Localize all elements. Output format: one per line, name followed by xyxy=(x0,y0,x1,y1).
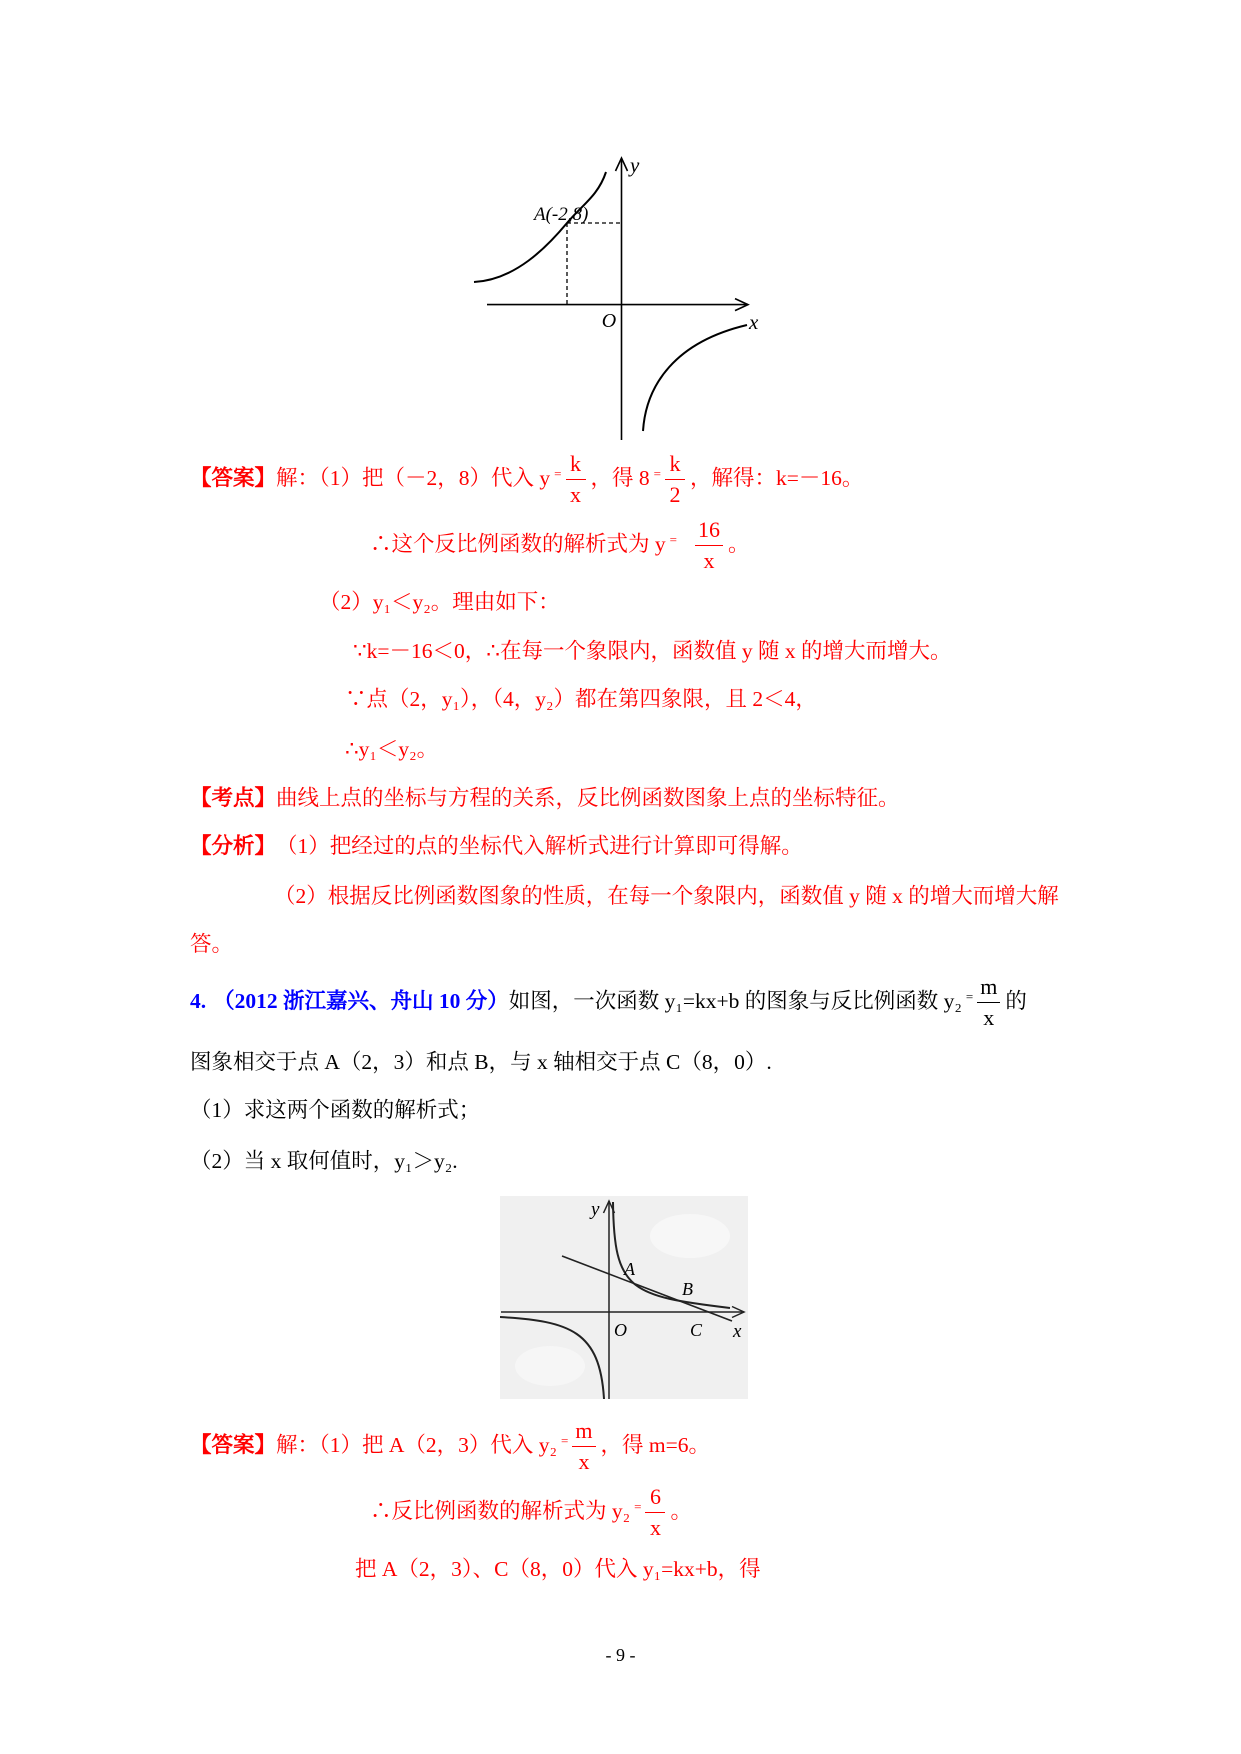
fraction-16-over-x xyxy=(695,518,723,571)
origin-label: O xyxy=(601,310,617,332)
answer1-line6 xyxy=(345,737,438,763)
fraction-numerator: m xyxy=(977,975,1000,1002)
analysis-line1 xyxy=(190,834,803,860)
question4-subquestion-2: （2）当 x 取何值时，y₁＞y₂. xyxy=(190,1149,458,1174)
answer1-line1-text-b: ，得 8 xyxy=(590,466,650,491)
answer1-conclusion: ∴y₁＜y₂。 xyxy=(345,737,439,762)
answer1-line2-text-b: 。 xyxy=(727,532,750,557)
answer4-line3 xyxy=(355,1557,761,1583)
analysis-text-1: （1）把经过的点的坐标代入解析式进行计算即可得解。 xyxy=(276,834,803,859)
analysis-text-3: 答。 xyxy=(190,932,234,957)
equals-sign: = xyxy=(669,531,677,547)
question4-line1 xyxy=(190,974,1027,1030)
point-c-label: C xyxy=(690,1320,703,1340)
answer4-line3-text: 把 A（2，3）、C（8，0）代入 y₁=kx+b，得 xyxy=(355,1557,761,1582)
fraction-numerator: 6 xyxy=(645,1485,665,1512)
y-axis-label: y xyxy=(591,1199,600,1220)
answer-tag: 【答案】 xyxy=(190,1433,277,1458)
answer1-line1-text-a: 解：（1）把（－2，8）代入 y xyxy=(276,466,551,491)
answer1-reason-1: ∵k=－16＜0，∴在每一个象限内，函数值 y 随 x 的增大而增大。 xyxy=(353,639,952,664)
y-axis-label: y xyxy=(630,153,640,177)
answer1-line1 xyxy=(190,451,863,507)
analysis-line2 xyxy=(274,884,1059,910)
key-point-tag: 【考点】 xyxy=(190,786,277,811)
point-b-label: B xyxy=(682,1279,693,1299)
fraction-denominator: x xyxy=(649,1514,661,1540)
answer1-line3 xyxy=(319,590,560,616)
answer1-line2 xyxy=(370,517,750,573)
answer4-line1-text-b: ，得 m=6。 xyxy=(600,1433,710,1458)
equals-sign: = xyxy=(653,465,661,481)
fraction-numerator: k xyxy=(566,452,586,479)
answer4-line1 xyxy=(190,1418,710,1474)
figure2-line-and-hyperbola-graph xyxy=(500,1196,748,1399)
question4-subquestion-1: （1）求这两个函数的解析式； xyxy=(190,1098,481,1123)
figure2-scan-patch xyxy=(650,1214,730,1258)
answer4-line2 xyxy=(370,1484,692,1540)
answer1-line4 xyxy=(353,639,952,665)
equals-sign: = xyxy=(561,1432,569,1448)
question4-line4 xyxy=(190,1149,458,1175)
question4-text-c: 图象相交于点 A（2，3）和点 B，与 x 轴相交于点 C（8，0）. xyxy=(190,1050,772,1075)
answer1-line5 xyxy=(345,687,817,713)
fraction-denominator: x xyxy=(570,481,581,507)
question-source: （2012 浙江嘉兴、舟山 10 分） xyxy=(213,989,509,1014)
question-number: 4. xyxy=(190,989,207,1014)
question4-line3 xyxy=(190,1098,480,1124)
fraction-m-over-x xyxy=(977,975,1000,1028)
question4-line2 xyxy=(190,1050,772,1076)
key-point-line xyxy=(190,786,900,812)
answer4-line2-text-a: ∴反比例函数的解析式为 y₂ xyxy=(370,1499,631,1524)
answer4-line2-text-b: 。 xyxy=(670,1499,692,1524)
answer-tag: 【答案】 xyxy=(190,466,277,491)
fraction-k-over-2 xyxy=(665,452,685,505)
hyperbola-branch-upper-left xyxy=(474,172,606,282)
question4-text-a: 如图，一次函数 y₁=kx+b 的图象与反比例函数 y₂ xyxy=(508,989,962,1014)
fraction-6-over-x xyxy=(645,1485,665,1538)
x-axis-label: x xyxy=(733,1321,742,1342)
hyperbola-branch-lower-right xyxy=(643,325,747,431)
analysis-line3 xyxy=(190,932,233,958)
page-number: - 9 - xyxy=(605,1645,636,1665)
figure1-hyperbola-graph xyxy=(470,150,780,445)
x-axis-label: x xyxy=(749,310,759,334)
origin-label: O xyxy=(614,1320,627,1340)
answer4-line1-text-a: 解：（1）把 A（2，3）代入 y₂ xyxy=(276,1433,558,1458)
fraction-m-over-x xyxy=(572,1419,595,1472)
fraction-k-over-x xyxy=(566,452,586,505)
figure2-scan-patch xyxy=(515,1346,585,1386)
answer1-part2-heading: （2）y₁＜y₂。理由如下： xyxy=(319,590,560,615)
fraction-numerator: 16 xyxy=(695,518,723,545)
fraction-denominator: 2 xyxy=(669,481,681,507)
answer1-reason-2: ∵点（2，y₁），（4，y₂）都在第四象限，且 2＜4， xyxy=(345,687,817,712)
equals-sign: = xyxy=(634,1498,642,1514)
analysis-text-2: （2）根据反比例函数图象的性质，在每一个象限内，函数值 y 随 x 的增大而增大解 xyxy=(274,884,1059,909)
fraction-numerator: m xyxy=(572,1419,595,1446)
equals-sign: = xyxy=(965,988,974,1004)
fraction-numerator: k xyxy=(665,452,685,479)
fraction-denominator: x xyxy=(578,1448,590,1474)
answer1-line2-text-a: ∴这个反比例函数的解析式为 y xyxy=(370,532,666,557)
point-a-label: A(-2,8) xyxy=(534,204,589,225)
equals-sign: = xyxy=(554,465,562,481)
point-a-label: A xyxy=(624,1259,635,1279)
analysis-tag: 【分析】 xyxy=(190,834,277,859)
fraction-denominator: x xyxy=(703,547,715,573)
question4-text-b: 的 xyxy=(1005,989,1027,1014)
answer1-line1-text-c: ，解得：k=－16。 xyxy=(689,466,864,491)
key-point-text: 曲线上点的坐标与方程的关系，反比例函数图象上点的坐标特征。 xyxy=(276,786,900,811)
fraction-denominator: x xyxy=(983,1004,995,1030)
